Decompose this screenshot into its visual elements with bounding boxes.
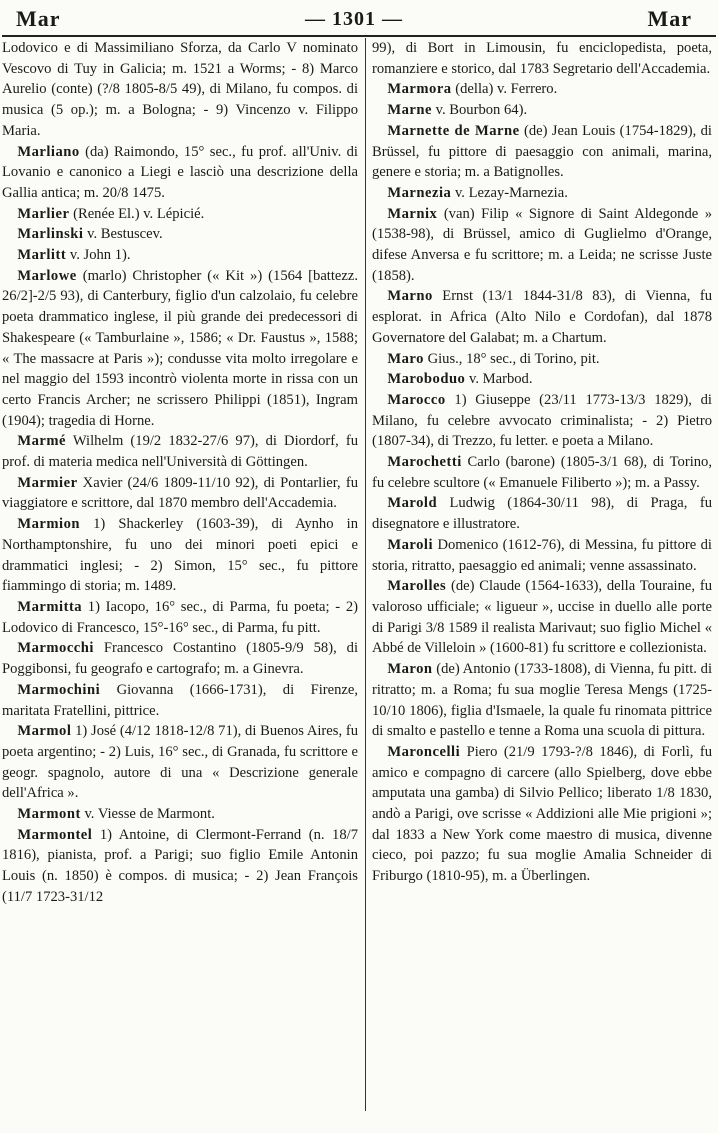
dictionary-entry [372,535,712,576]
dictionary-entry [2,224,358,245]
dictionary-entry [2,266,358,432]
entry-text: (della) v. Ferrero. [451,81,558,98]
entry-text: (Renée El.) v. Lépicié. [69,205,205,222]
entry-text: Ernst (13/1 1844-31/8 83), di Vienna, fu esplorat. in Africa (Alto Nilo e Cordofan), dal 1878 Governatore del Galabat; m. a Chartum. [372,288,712,346]
entry-headword: Maro [387,350,424,367]
entry-headword: Marmochini [17,681,101,698]
dictionary-entry [2,638,358,679]
entry-headword: Marocco [387,391,446,408]
entry-text: (marlo) Christopher (« Kit ») (1564 [battezz. 26/2]-2/5 93), di Canterbury, figlio d'un calzolaio, fu celebre poeta drammatico inglese, il più grande dei predecessori di Shakespeare (« Tamburlaine », 1586; « Dr. Faustus », 1588; « The massacre at Paris »); condusse vita molto irregolare e nel maggio del 1593 incontrò violenta morte in rissa con un certo Francis Archer; ne scrissero Philippi (1851), Ingram (1904); tragedia di Horne. [2,267,358,429]
dictionary-entry [372,349,712,370]
entry-headword: Marmontel [17,826,93,843]
dictionary-entry [372,121,712,183]
entry-headword: Maroli [387,536,434,553]
dictionary-entry [2,804,358,825]
dictionary-entry [2,597,358,638]
dictionary-entry [2,680,358,721]
entry-text: (da) Raimondo, 15° sec., fu prof. all'Univ. di Lovanio e canonico a Liegi e lasciò una descrizione della Gallia antica; m. 20/8 1475. [2,143,358,201]
entry-headword: Marno [387,288,433,305]
entry-headword: Marmol [17,723,72,740]
entry-headword: Marnezia [387,184,452,201]
dictionary-entry [2,245,358,266]
page-header [0,0,718,38]
entry-headword: Marlowe [17,267,77,284]
entry-headword: Marlinski [17,226,84,243]
dictionary-entry [372,183,712,204]
entry-text: 1) Giuseppe (23/11 1773-13/3 1829), di Milano, fu celebre avvocato criminalista; - 2) Pietro (1807-34), di Trezzo, fu letter. e poeta a Milano. [372,391,712,450]
entry-text: v. John 1). [66,247,131,264]
dictionary-entry [372,38,712,79]
column-divider [365,38,366,1111]
dictionary-entry [2,431,358,472]
entry-text: v. Bestuscev. [83,226,163,243]
entry-headword: Marolles [387,578,447,595]
entry-text: (van) Filip « Signore di Saint Aldegonde » (1538-98), di Brüssel, amico di Guglielmo d'Orange, difese Anversa e fu scrittore; m. a Leida; ne scrisse Juste (1858). [372,205,712,284]
dictionary-entry [372,369,712,390]
entry-text: Domenico (1612-76), di Messina, fu pittore di storia, ritratto, paesaggio ed animali; venne assassinato. [372,536,712,574]
dictionary-entry [372,576,712,659]
entry-headword: Marmont [17,806,81,823]
entry-text: v. Bourbon 64). [431,102,528,119]
dictionary-entry [372,79,712,100]
entry-headword: Maroboduo [387,371,466,388]
entry-headword: Marmora [387,81,452,98]
dictionary-entry [372,742,712,887]
header-rule [2,35,716,37]
dictionary-entry [372,286,712,348]
entry-headword: Marlier [17,205,70,222]
dictionary-entry [372,204,712,287]
entry-headword: Marne [387,102,432,119]
entry-headword: Maroncelli [387,743,461,760]
entry-headword: Marold [387,495,438,512]
entry-headword: Marmier [17,474,78,491]
entry-text: (de) Jean Louis (1754-1829), di Brüssel, fu pittore di paesaggio con animali, marina, genere e storia; m. a Batignolles. [372,122,712,181]
entry-headword: Marnette de Marne [387,122,520,139]
entry-headword: Marmé [17,433,67,450]
entry-text: Piero (21/9 1793-?/8 1846), di Forlì, fu amico e compagno di carcere (allo Spielberg, dove ebbe amputata una gamba) di Silvio Pellico; liberato 1/8 1830, andò a Parigi, ove scrisse « Addizioni alle Mie prigioni »; dal 1833 a New York come maestro di musica, divenne cieco, poi pazzo; fu sua moglie Amalia Schneider di Friburgo (1810-95), m. a Überlingen. [372,743,712,885]
entry-text: v. Viesse de Marmont. [80,806,215,823]
dictionary-entry [2,142,358,204]
entry-headword: Marmitta [17,598,83,615]
dictionary-entry [372,390,712,452]
left-column [2,38,358,1113]
entry-text: 1) Iacopo, 16° sec., di Parma, fu poeta; - 2) Lodovico di Francesco, 15°-16° sec., di Parma, fu pitt. [2,598,358,636]
dictionary-entry [2,825,358,908]
entry-text: 1) Shackerley (1603-39), di Aynho in Northamptonshire, fu uno dei minori poeti epici e drammatici inglesi; - 2) Simon, 15° sec., fu pittore fiammingo di storia; m. 1489. [2,516,358,595]
dictionary-entry [372,659,712,742]
dictionary-entry [2,514,358,597]
dictionary-entry [372,100,712,121]
entry-text: (de) Antonio (1733-1808), di Vienna, fu pitt. di ritratto; m. a Roma; fu sua moglie Teresa Mengs (1725-10/10 1806), figlia d'Ismaele, la quale fu rinomata pittrice di smalto e pastello e tenne a Roma una scuola di pittura. [372,661,712,740]
entry-headword: Marmion [17,516,81,533]
entry-text: v. Marbod. [465,371,533,388]
entry-headword: Marmocchi [17,640,94,657]
entry-text: (de) Claude (1564-1633), della Touraine, fu valoroso ufficiale; « ligueur », uccise in duello alle porte di Parigi 3/8 1589 il realista Marivaut; suo figlio Michel « Abbé de Villeloin » (1600-81) fu scrittore e collezionista. [372,578,712,657]
dictionary-entry [2,38,358,142]
dictionary-entry [2,204,358,225]
entry-headword: Maron [387,661,433,678]
entry-text: Xavier (24/6 1809-11/10 92), di Pontarlier, fu viaggiatore e scrittore, dal 1870 membro dell'Accademia. [2,474,358,512]
right-column [372,38,712,1113]
dictionary-entry [372,452,712,493]
entry-text: Carlo (barone) (1805-3/1 68), di Torino, fu celebre scultore (« Emanuele Filiberto »); m. a Passy. [372,454,712,491]
left-running-headword: Mar [16,6,61,31]
entry-headword: Marnix [387,205,438,222]
entry-text: 99), di Bort in Limousin, fu enciclopedista, poeta, romanziere e storico, dal 1783 Segretario dell'Accademia. [372,40,712,77]
entry-text: v. Lezay-Marnezia. [451,184,568,201]
entry-text: Ludwig (1864-30/11 98), di Praga, fu disegnatore e illustratore. [372,495,712,533]
entry-headword: Marochetti [387,454,462,471]
entry-text: Wilhelm (19/2 1832-27/6 97), di Diordorf, fu prof. di materia medica nell'Università di Göttingen. [2,433,358,471]
entry-headword: Marliano [17,143,80,160]
entry-headword: Marlitt [17,247,67,264]
dictionary-entry [2,721,358,804]
dictionary-entry [2,473,358,514]
right-running-headword: Mar [647,6,692,31]
entry-text: Gius., 18° sec., di Torino, pit. [423,350,600,367]
entry-text: Giovanna (1666-1731), di Firenze, maritata Fratellini, pittrice. [2,681,358,719]
dictionary-entry [372,493,712,534]
entry-text: Lodovico e di Massimiliano Sforza, da Carlo V nominato Vescovo di Tuy in Galicia; m. 1521 a Worms; - 8) Marco Aurelio (conte) (?/8 1805-8/5 49), di Milano, fu compos. di musica (5 op.); m. a Bologna; - 9) Vincenzo v. Filippo Maria. [2,40,358,139]
entry-text: 1) José (4/12 1818-12/8 71), di Buenos Aires, fu poeta argentino; - 2) Luis, 16° sec., di Granada, fu scrittore e geogr. spagnolo, autore di una « Descrizione generale dell'Africa ». [2,723,358,802]
entry-text: Francesco Costantino (1805-9/9 58), di Poggibonsi, fu geografo e cartografo; m. a Ginevra. [2,640,358,678]
page-number: — 1301 — [305,7,403,30]
entry-text: 1) Antoine, di Clermont-Ferrand (n. 18/7 1816), pianista, prof. a Parigi; suo figlio Emile Antonin Louis (n. 1850) è compos. di musica; - 2) Jean François (11/7 1723-31/12 [2,826,358,905]
